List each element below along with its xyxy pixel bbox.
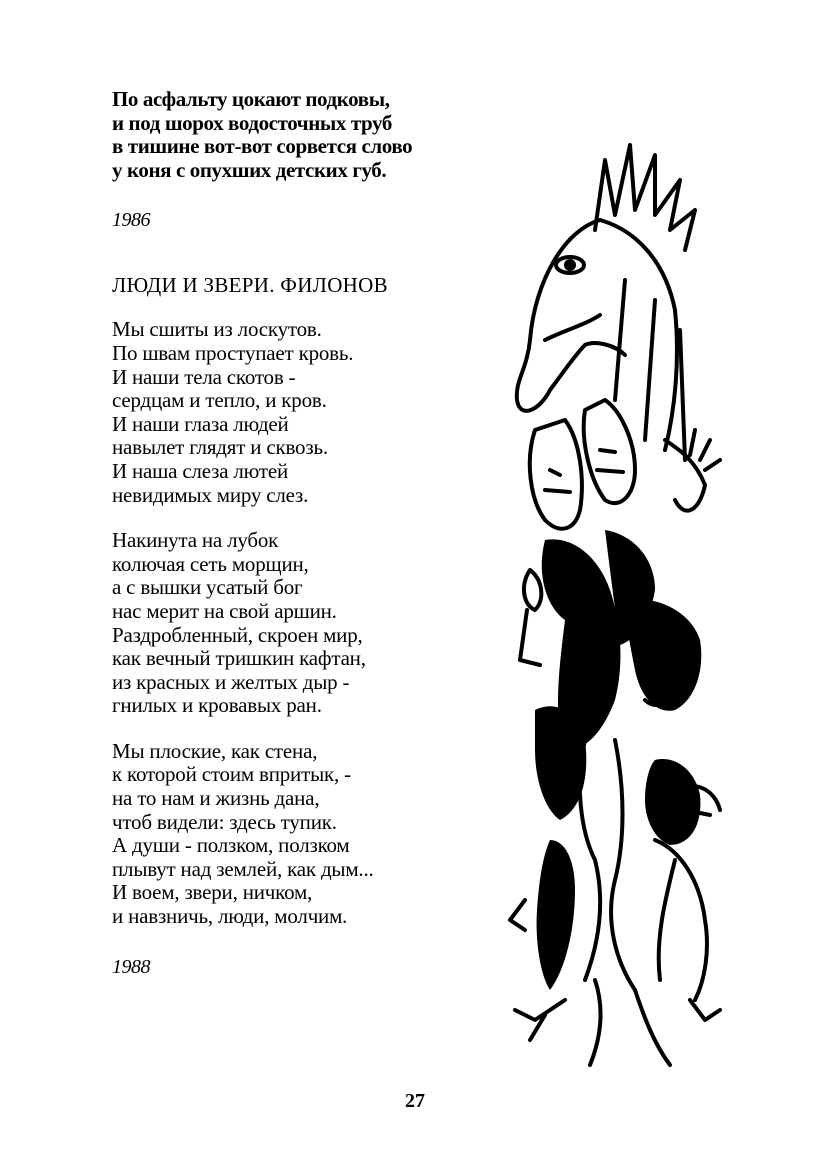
poem1-stanza: [112, 88, 472, 182]
poem2-stanza-1: [112, 318, 472, 507]
poem-line: в тишине вот-вот сорвется слово: [112, 134, 413, 159]
poem-line: И наша слеза лютей: [112, 458, 288, 483]
poem-line: и под шорох водосточных труб: [112, 110, 392, 135]
poem-line: гнилых и кровавых ран.: [112, 693, 322, 718]
poem2-date: 1988: [112, 955, 150, 978]
poem-line: и навзничь, люди, молчим.: [112, 904, 348, 929]
ink-illustration-icon: [505, 140, 730, 1075]
poem-line: По асфальту цокают подковы,: [112, 87, 390, 111]
poem-line: у коня с опухших детских губ.: [112, 157, 387, 182]
poem-line: чтоб видели: здесь тупик.: [112, 809, 337, 834]
poem-line: Мы плоские, как стена,: [112, 738, 318, 763]
poem-line: Накинута на лубок: [112, 528, 279, 553]
poem-line: плывут над землей, как дым...: [112, 856, 374, 881]
poem-line: И наши тела скотов -: [112, 364, 296, 389]
page-number: 27: [405, 1090, 425, 1112]
poem-line: колючая сеть морщин,: [112, 551, 309, 576]
poem-line: к которой стоим впритык, -: [112, 762, 351, 787]
poem-line: Раздробленный, скроен мир,: [112, 622, 363, 647]
text-column: [112, 88, 472, 979]
poem-line: нас мерит на свой аршин.: [112, 598, 337, 623]
poem2-stanza-2: [112, 529, 472, 718]
poem-line: навылет глядят и сквозь.: [112, 435, 328, 460]
poem2-stanza-3: [112, 740, 472, 929]
poem-line: а с вышки усатый бог: [112, 575, 303, 600]
poem-line: невидимых миру слез.: [112, 482, 309, 507]
poem-line: сердцам и тепло, и кров.: [112, 388, 327, 413]
poem-line: как вечный тришкин кафтан,: [112, 646, 366, 671]
poem-line: из красных и желтых дыр -: [112, 669, 350, 694]
poem2-title: ЛЮДИ И ЗВЕРИ. ФИЛОНОВ: [112, 273, 388, 298]
poem-line: на то нам и жизнь дана,: [112, 786, 320, 811]
poem1-date: 1986: [112, 209, 150, 232]
poem-line: По швам проступает кровь.: [112, 340, 354, 365]
poem-line: Мы сшиты из лоскутов.: [112, 317, 322, 342]
poem-line: И воем, звери, ничком,: [112, 880, 313, 905]
poem-line: И наши глаза людей: [112, 411, 289, 436]
poem-line: А души - ползком, ползком: [112, 833, 350, 858]
